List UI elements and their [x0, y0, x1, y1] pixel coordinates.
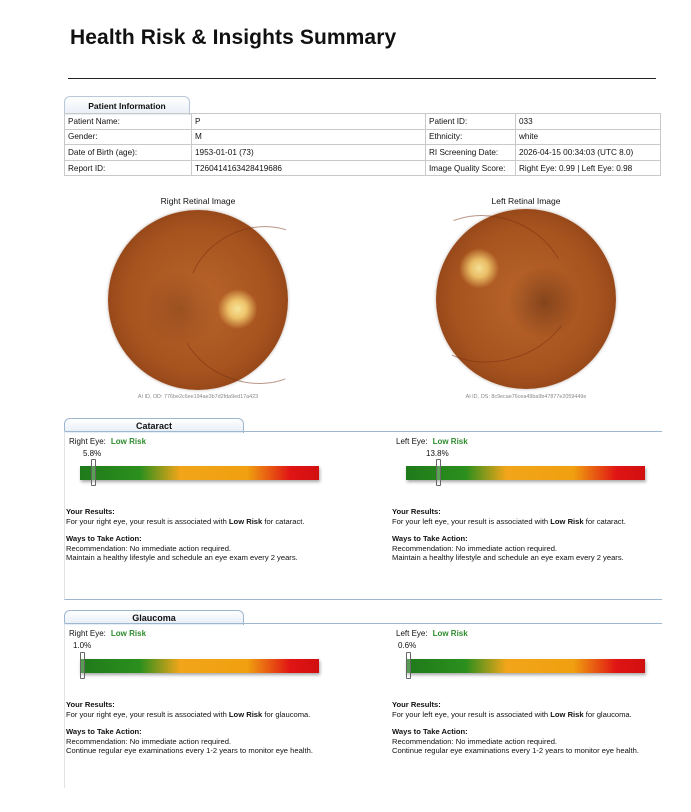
patient-info-table [64, 113, 661, 176]
cataract-left-eye-label: Left Eye: Low Risk [396, 437, 468, 446]
glaucoma-left-actions: Ways to Take Action: Recommendation: No immediate action required. Continue regular eye examinations every 1-2 years to monitor eye health. [392, 727, 639, 756]
image-quality-label: Image Quality Score: [426, 160, 516, 176]
glaucoma-right-percent: 1.0% [73, 641, 92, 650]
cataract-section-tab: Cataract [64, 418, 244, 433]
glaucoma-left-risk-bar [406, 659, 645, 673]
risk-marker [80, 652, 85, 679]
ethnicity-label: Ethnicity: [426, 129, 516, 145]
report-id-value: T260414163428419686 [192, 160, 426, 176]
risk-marker [436, 459, 441, 486]
patient-name-label: Patient Name: [65, 114, 192, 130]
risk-marker [91, 459, 96, 486]
glaucoma-right-actions: Ways to Take Action: Recommendation: No immediate action required. Continue regular eye examinations every 1-2 years to monitor eye health. [66, 727, 313, 756]
glaucoma-left-eye-label: Left Eye: Low Risk [396, 629, 468, 638]
glaucoma-right-eye-label: Right Eye: Low Risk [69, 629, 147, 638]
dob-label: Date of Birth (age): [65, 145, 192, 161]
patient-id-value: 033 [516, 114, 661, 130]
patient-info-tab: Patient Information [64, 96, 190, 115]
risk-level: Low Risk [432, 437, 468, 446]
glaucoma-left-percent: 0.6% [398, 641, 417, 650]
report-title: Health Risk & Insights Summary [70, 26, 397, 49]
risk-level: Low Risk [432, 629, 468, 638]
cataract-right-percent: 5.8% [83, 449, 102, 458]
cataract-right-risk-bar [80, 466, 319, 480]
image-quality-value: Right Eye: 0.99 | Left Eye: 0.98 [516, 160, 661, 176]
cataract-right-results: Your Results: For your right eye, your result is associated with Low Risk for cataract. [66, 507, 305, 526]
screening-date-value: 2026-04-15 00:34:03 (UTC 8.0) [516, 145, 661, 161]
gender-label: Gender: [65, 129, 192, 145]
left-retina-title: Left Retinal Image [491, 196, 561, 206]
risk-level: Low Risk [110, 629, 147, 638]
dob-value: 1953-01-01 (73) [192, 145, 426, 161]
cataract-left-risk-bar [406, 466, 645, 480]
table-row [65, 145, 661, 161]
right-retina-title: Right Retinal Image [160, 196, 236, 206]
report-id-label: Report ID: [65, 160, 192, 176]
risk-level: Low Risk [110, 437, 147, 446]
table-row [65, 114, 661, 130]
right-retina-ai-id: AI ID, OD: 776be2c6ee194ae3b7d2fda9ed17a423 [137, 394, 259, 400]
left-retina-ai-id: AI ID, OS: 8c9ecae76cea49ba9b47877e2059449e [465, 394, 587, 400]
risk-marker [406, 652, 411, 679]
glaucoma-right-results: Your Results: For your right eye, your result is associated with Low Risk for glaucoma. [66, 700, 311, 719]
glaucoma-right-risk-bar [80, 659, 319, 673]
cataract-left-percent: 13.8% [426, 449, 449, 458]
right-retina-image [108, 210, 288, 390]
table-row [65, 160, 661, 176]
gender-value: M [192, 129, 426, 145]
cataract-left-results: Your Results: For your left eye, your result is associated with Low Risk for cataract. [392, 507, 626, 526]
table-row [65, 129, 661, 145]
cataract-right-eye-label: Right Eye: Low Risk [69, 437, 147, 446]
glaucoma-left-results: Your Results: For your left eye, your result is associated with Low Risk for glaucoma. [392, 700, 632, 719]
left-retina-image [436, 209, 616, 389]
title-divider [68, 78, 656, 79]
screening-date-label: RI Screening Date: [426, 145, 516, 161]
patient-id-label: Patient ID: [426, 114, 516, 130]
glaucoma-section-tab: Glaucoma [64, 610, 244, 625]
ethnicity-value: white [516, 129, 661, 145]
cataract-right-actions: Ways to Take Action: Recommendation: No immediate action required. Maintain a healthy lifestyle and schedule an eye exam every 2 years. [66, 534, 298, 563]
cataract-left-actions: Ways to Take Action: Recommendation: No immediate action required. Maintain a healthy lifestyle and schedule an eye exam every 2 years. [392, 534, 624, 563]
patient-name-value: P [192, 114, 426, 130]
